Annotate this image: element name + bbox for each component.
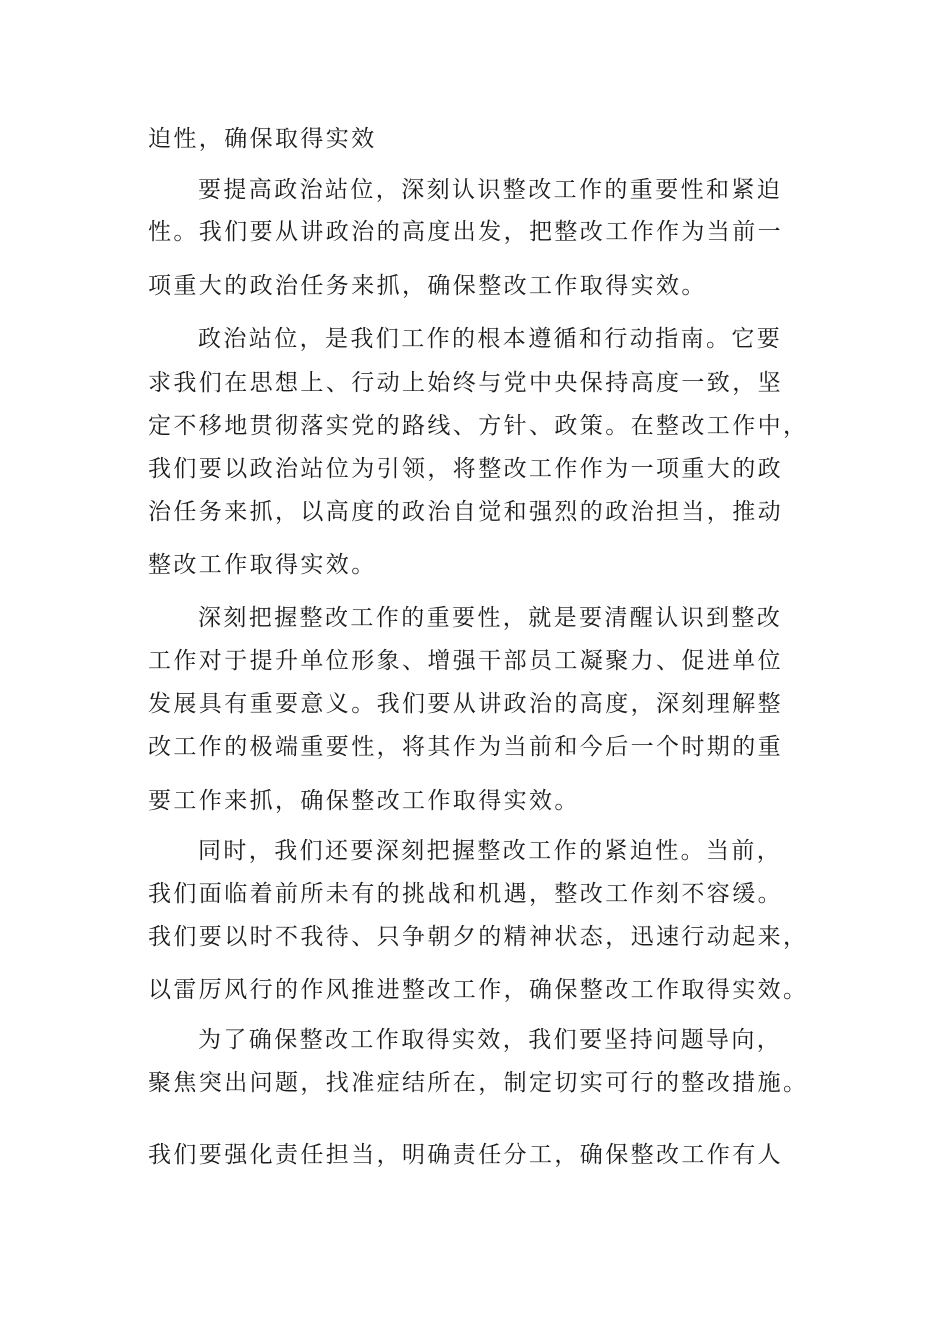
text-line: 要提高政治站位，深刻认识整改工作的重要性和紧迫 — [198, 177, 783, 203]
text-line: 发展具有重要意义。我们要从讲政治的高度，深刻理解整 — [148, 691, 783, 717]
text-line: 整改工作取得实效。 — [148, 552, 377, 578]
text-line: 治任务来抓，以高度的政治自觉和强烈的政治担当，推动 — [148, 499, 783, 525]
text-line: 工作对于提升单位形象、增强干部员工凝聚力、促进单位 — [148, 648, 783, 674]
text-line: 求我们在思想上、行动上始终与党中央保持高度一致，坚 — [148, 370, 783, 396]
text-line: 我们要以政治站位为引领，将整改工作作为一项重大的政 — [148, 456, 783, 482]
text-line: 迫性，确保取得实效 — [148, 126, 377, 152]
text-line: 项重大的政治任务来抓，确保整改工作取得实效。 — [148, 273, 707, 299]
text-line: 同时，我们还要深刻把握整改工作的紧迫性。当前， — [198, 838, 783, 864]
text-line: 政治站位，是我们工作的根本遵循和行动指南。它要 — [198, 326, 783, 352]
text-line: 定不移地贯彻落实党的路线、方针、政策。在整改工作中， — [148, 413, 809, 439]
text-line: 我们要强化责任担当，明确责任分工，确保整改工作有人 — [148, 1142, 783, 1168]
text-line: 以雷厉风行的作风推进整改工作，确保整改工作取得实效。 — [148, 977, 809, 1003]
text-line: 我们要以时不我待、只争朝夕的精神状态，迅速行动起来， — [148, 924, 809, 950]
text-line: 我们面临着前所未有的挑战和机遇，整改工作刻不容缓。 — [148, 881, 783, 907]
text-line: 聚焦突出问题，找准症结所在，制定切实可行的整改措施。 — [148, 1070, 809, 1096]
text-line: 改工作的极端重要性，将其作为当前和今后一个时期的重 — [148, 734, 783, 760]
text-line: 性。我们要从讲政治的高度出发，把整改工作作为当前一 — [148, 219, 783, 245]
text-line: 要工作来抓，确保整改工作取得实效。 — [148, 788, 580, 814]
text-line: 为了确保整改工作取得实效，我们要坚持问题导向， — [198, 1027, 783, 1053]
text-line: 深刻把握整改工作的重要性，就是要清醒认识到整改 — [198, 605, 783, 631]
